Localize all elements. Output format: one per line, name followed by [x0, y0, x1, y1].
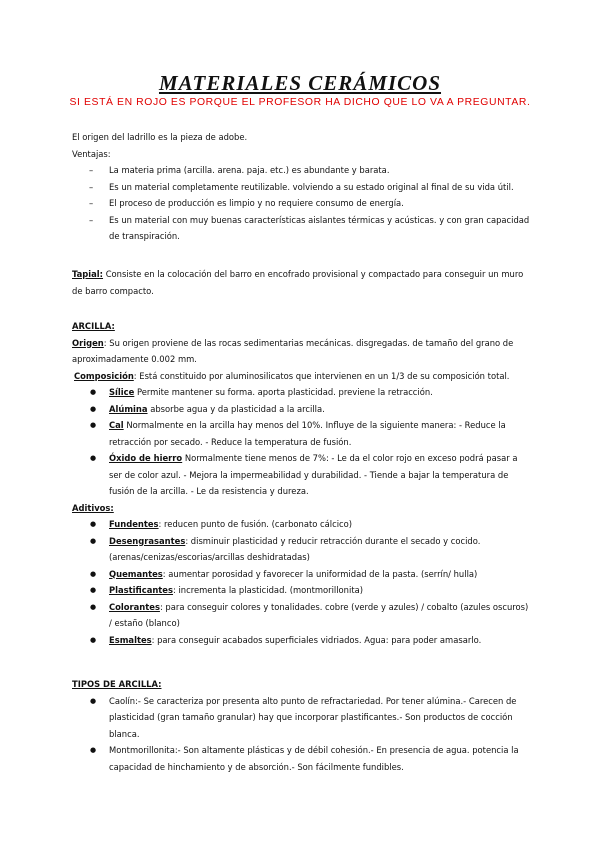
item-text: Normalmente tiene menos de 7%: - Le da el color rojo en exceso podrá pasar a ser de color azul. - Mejora la impermeabilidad y durabilidad. - Tiende a bajar la temperatura de fusión de la arcilla. - Le da resistencia y dureza. — [109, 453, 518, 496]
list-item: ● Caolín:- Se caracteriza por presenta alto punto de refractariedad. Por tener alúmina.- Carecen de plasticidad (gran tamaño granular) hay que incorporar plastificantes.- Son productos de cocción blanca. — [72, 693, 532, 743]
tapial-section — [72, 266, 532, 299]
tapial-text: Consiste en la colocación del barro en encofrado provisional y compactado para conseguir un muro de barro compacto. — [72, 269, 524, 296]
origin-line: El origen del ladrillo es la pieza de adobe. — [72, 132, 248, 142]
tipos-heading: TIPOS DE ARCILLA: — [72, 679, 162, 689]
tipos-section — [72, 676, 532, 775]
origen-label: Origen — [72, 337, 104, 348]
item-term: Plastificantes — [109, 585, 173, 595]
componentes-list — [72, 384, 532, 500]
item-term: Esmaltes — [109, 634, 152, 645]
list-item — [72, 533, 532, 566]
red-note: SI ESTÁ EN ROJO ES PORQUE EL PROFESOR HA DICHO QUE LO VA A PREGUNTAR. — [69, 97, 531, 108]
origen-text: : Su origen proviene de las rocas sedimentarias mecánicas. disgregadas. de tamaño del grano de aproximadamente 0.002 mm. — [72, 337, 514, 364]
item-text: : disminuir plasticidad y reducir retracción durante el secado y cocido. (arenas/cenizas/escorias/arcillas deshidratadas) — [109, 535, 481, 562]
item-term: Cal — [109, 420, 124, 430]
arcilla-section — [72, 318, 532, 648]
item-text: : aumentar porosidad y favorecer la uniformidad de la pasta. (serrín/ hulla) — [162, 568, 478, 579]
list-item: – Es un material con muy buenas características aislantes térmicas y acústicas. y con gran capacidad de transpiración. — [72, 212, 532, 245]
list-item — [72, 450, 532, 500]
list-item: ● Montmorillonita:- Son altamente plásticas y de débil cohesión.- En presencia de agua. potencia la capacidad de hinchamiento y de absorción.- Son fácilmente fundibles. — [72, 742, 532, 775]
aditivos-list — [72, 516, 532, 648]
item-text: Permite mantener su forma. aporta plasticidad. previene la retracción. — [134, 387, 433, 397]
item-term: Quemantes — [109, 568, 163, 579]
item-term: Óxido de hierro — [109, 453, 183, 463]
item-text: Normalmente en la arcilla hay menos del 10%. Influye de la siguiente manera: - Reduce la retracción por secado. - Reduce la temperatura de fusión. — [109, 420, 506, 447]
item-text: : reducen punto de fusión. (carbonato cálcico) — [158, 519, 353, 529]
list-item — [72, 401, 532, 418]
list-item — [72, 566, 532, 583]
intro-section — [72, 129, 532, 245]
item-term: Alúmina — [109, 403, 148, 414]
list-item — [72, 417, 532, 450]
item-term: Desengrasantes — [109, 535, 186, 546]
page-title: MATERIALES CERÁMICOS — [158, 71, 442, 95]
item-term: Fundentes — [109, 519, 159, 529]
list-item — [72, 582, 532, 599]
item-text: : para conseguir acabados superficiales vidriados. Agua: para poder amasarlo. — [151, 634, 482, 645]
ventajas-list — [72, 162, 532, 245]
tipos-list — [72, 693, 532, 776]
list-item — [72, 516, 532, 533]
item-text: : para conseguir colores y tonalidades. cobre (verde y azules) / cobalto (azules oscuros) / estaño (blanco) — [109, 601, 529, 628]
list-item — [72, 632, 532, 649]
list-item — [72, 599, 532, 632]
composicion-text: : Está constituido por aluminosilicatos que intervienen en un 1/3 de su composición total. — [133, 370, 510, 381]
item-term: Sílice — [109, 387, 135, 397]
item-term: Colorantes — [109, 601, 160, 612]
aditivos-heading: Aditivos: — [72, 502, 114, 513]
list-item: – La materia prima (arcilla. arena. paja. etc.) es abundante y barata. — [72, 162, 532, 179]
list-item: – Es un material completamente reutilizable. volviendo a su estado original al final de su vida útil. — [72, 179, 532, 196]
item-text: : incrementa la plasticidad. (montmorillonita) — [172, 585, 363, 595]
composicion-label: Composición — [74, 370, 134, 381]
list-item — [72, 384, 532, 401]
list-item: – El proceso de producción es limpio y no requiere consumo de energía. — [72, 195, 532, 212]
composicion-paragraph — [72, 368, 532, 385]
origen-paragraph — [72, 335, 532, 368]
item-text: absorbe agua y da plasticidad a la arcilla. — [147, 403, 325, 414]
ventajas-label: Ventajas: — [72, 148, 111, 159]
tapial-label: Tapial: — [72, 269, 104, 279]
arcilla-heading: ARCILLA: — [72, 321, 115, 331]
